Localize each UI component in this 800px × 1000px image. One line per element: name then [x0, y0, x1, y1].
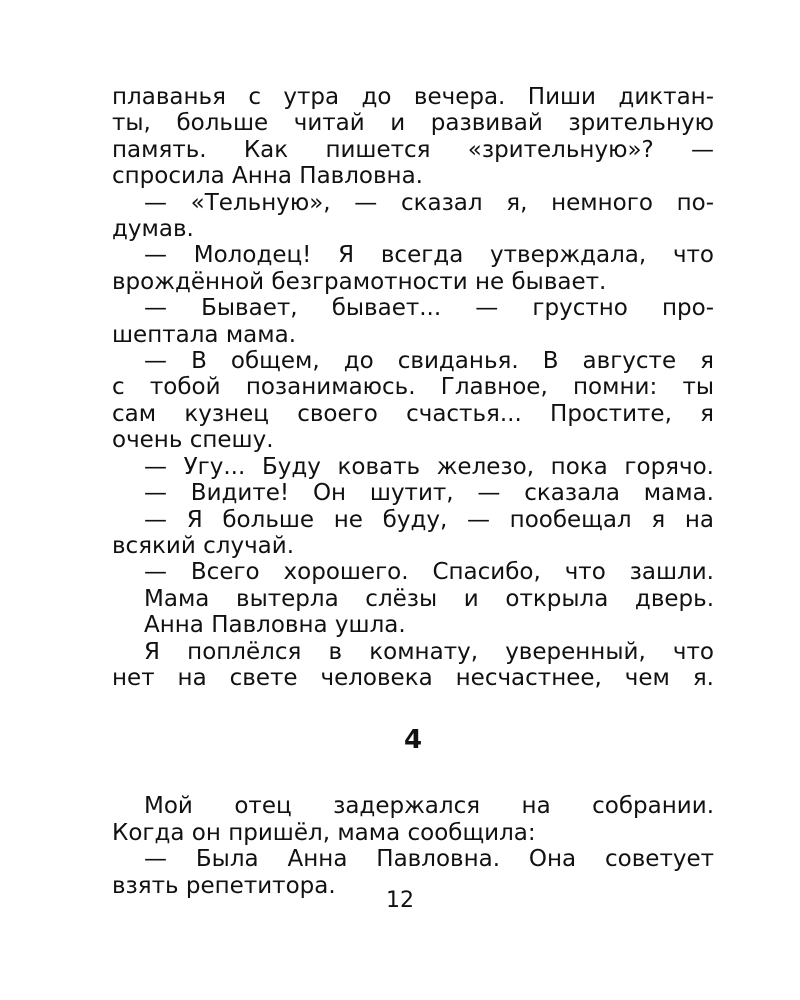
text-line: — В общем, до свиданья. В августе я	[144, 348, 714, 375]
page-number: 12	[386, 888, 414, 913]
text-line: — Я больше не буду, — пообещал я на	[144, 506, 714, 533]
text-line: Я поплёлся в комнату, уверенный, что	[144, 638, 714, 665]
text-line: взять репетитора.	[112, 872, 336, 899]
text-line: всякий случай.	[112, 532, 295, 559]
chapter-number: 4	[403, 725, 423, 756]
text-line: Мама вытерла слёзы и открыла дверь.	[144, 585, 714, 612]
text-block-before-chapter	[112, 84, 714, 691]
text-line: с тобой позанимаюсь. Главное, помни: ты	[112, 374, 714, 401]
text-line: врождённой безграмотности не бывает.	[112, 268, 607, 295]
text-line: — Бывает, бывает... — грустно про-	[144, 295, 714, 322]
text-line: нет на свете человека несчастнее, чем я.	[112, 664, 714, 691]
text-line: шептала мама.	[112, 321, 297, 348]
text-line: память. Как пишется «зрительную»? —	[112, 136, 714, 163]
text-line: — Угу... Буду ковать железо, пока горячо.	[144, 453, 714, 480]
text-block-after-chapter	[112, 793, 714, 899]
text-line: Анна Павловна ушла.	[144, 612, 406, 639]
text-line: сам кузнец своего счастья... Простите, я	[112, 400, 714, 427]
text-line: — Молодец! Я всегда утверждала, что	[144, 242, 714, 269]
text-line: — Видите! Он шутит, — сказала мама.	[144, 480, 714, 507]
text-line: — Была Анна Павловна. Она советует	[144, 846, 714, 873]
text-line: спросила Анна Павловна.	[112, 163, 423, 190]
text-line: думав.	[112, 216, 194, 243]
text-line: — «Тельную», — сказал я, немного по-	[144, 189, 714, 216]
text-line: очень спешу.	[112, 427, 274, 454]
text-line: — Всего хорошего. Спасибо, что зашли.	[144, 559, 714, 586]
book-page	[112, 84, 714, 899]
text-line: плаванья с утра до вечера. Пиши диктан-	[112, 84, 714, 110]
text-line: Мой отец задержался на собрании.	[144, 793, 714, 820]
text-line: Когда он пришёл, мама сообщила:	[112, 819, 536, 846]
text-line: ты, больше читай и развивай зрительную	[112, 110, 714, 137]
